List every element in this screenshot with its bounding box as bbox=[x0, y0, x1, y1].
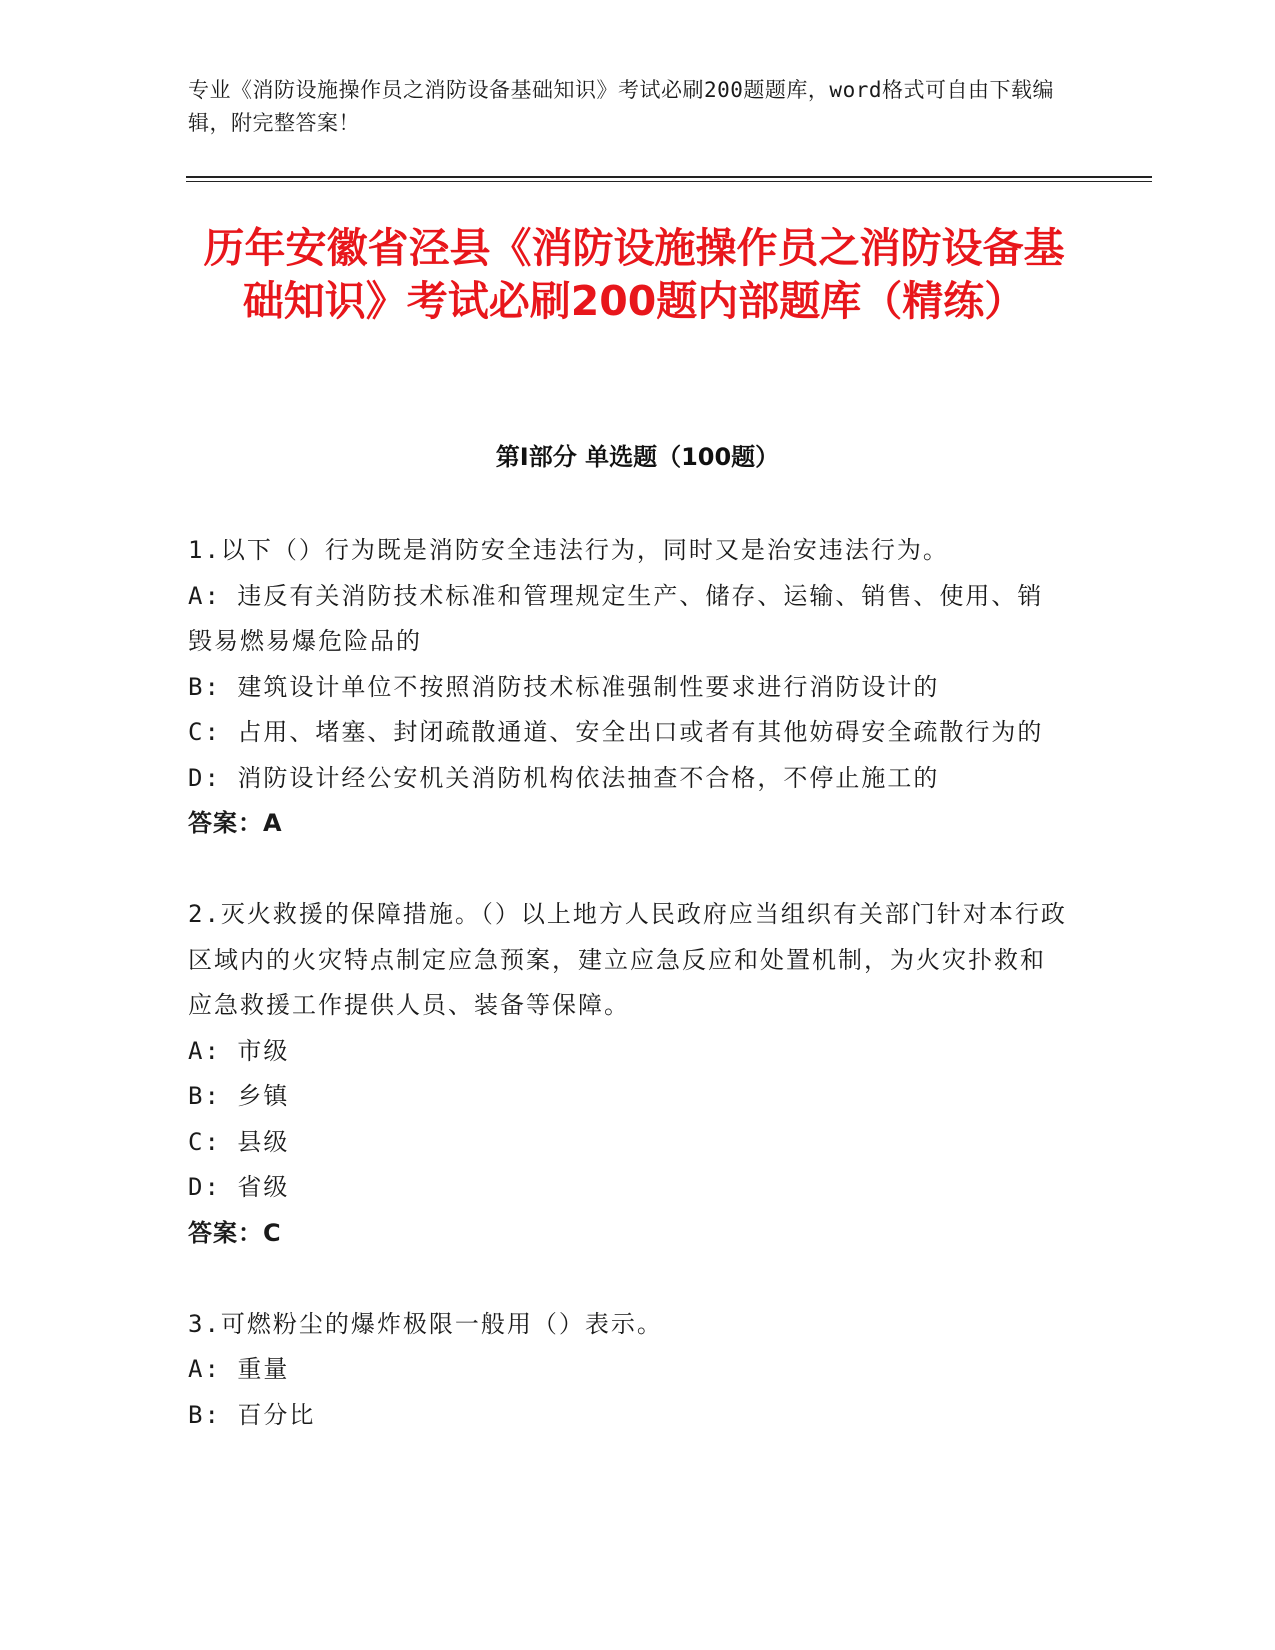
option-d: D: 消防设计经公安机关消防机构依法抽查不合格，不停止施工的 bbox=[188, 763, 940, 792]
question-text: 3.可燃粉尘的爆炸极限一般用（）表示。 bbox=[188, 1309, 663, 1338]
option-b: B: 建筑设计单位不按照消防技术标准强制性要求进行消防设计的 bbox=[188, 672, 940, 701]
header-note: 专业《消防设施操作员之消防设备基础知识》考试必刷200题题库，word格式可自由下载编辑，附完整答案！ bbox=[188, 78, 1054, 135]
question-text: 1.以下（）行为既是消防安全违法行为，同时又是治安违法行为。 bbox=[188, 536, 949, 564]
answer-label: 答案：C bbox=[188, 1218, 282, 1247]
option-c: C: 县级 bbox=[188, 1127, 290, 1156]
option-a: A: 重量 bbox=[188, 1355, 290, 1383]
question-3 bbox=[188, 1302, 1068, 1439]
option-a: A: 违反有关消防技术标准和管理规定生产、储存、运输、销售、使用、销毁易燃易爆危险品的 bbox=[188, 581, 1044, 655]
option-c: C: 占用、堵塞、封闭疏散通道、安全出口或者有其他妨碍安全疏散行为的 bbox=[188, 718, 1044, 746]
question-text: 2.灭火救援的保障措施。（）以上地方人民政府应当组织有关部门针对本行政区域内的火灾特点制定应急预案，建立应急反应和处置机制，为火灾扑救和应急救援工作提供人员、装备等保障。 bbox=[188, 900, 1067, 1019]
option-b: B: 百分比 bbox=[188, 1400, 316, 1429]
option-d: D: 省级 bbox=[188, 1173, 290, 1201]
question-1 bbox=[188, 528, 1068, 847]
question-2 bbox=[188, 892, 1068, 1256]
option-b: B: 乡镇 bbox=[188, 1082, 290, 1110]
option-a: A: 市级 bbox=[188, 1036, 290, 1065]
header-divider-thin bbox=[186, 181, 1152, 182]
section-title: 第I部分 单选题（100题） bbox=[495, 443, 780, 471]
header-divider-thick bbox=[186, 176, 1152, 178]
document-title: 历年安徽省泾县《消防设施操作员之消防设备基础知识》考试必刷200题内部题库（精练） bbox=[203, 224, 1065, 325]
question-list bbox=[188, 528, 1068, 1484]
answer-label: 答案：A bbox=[188, 809, 283, 837]
